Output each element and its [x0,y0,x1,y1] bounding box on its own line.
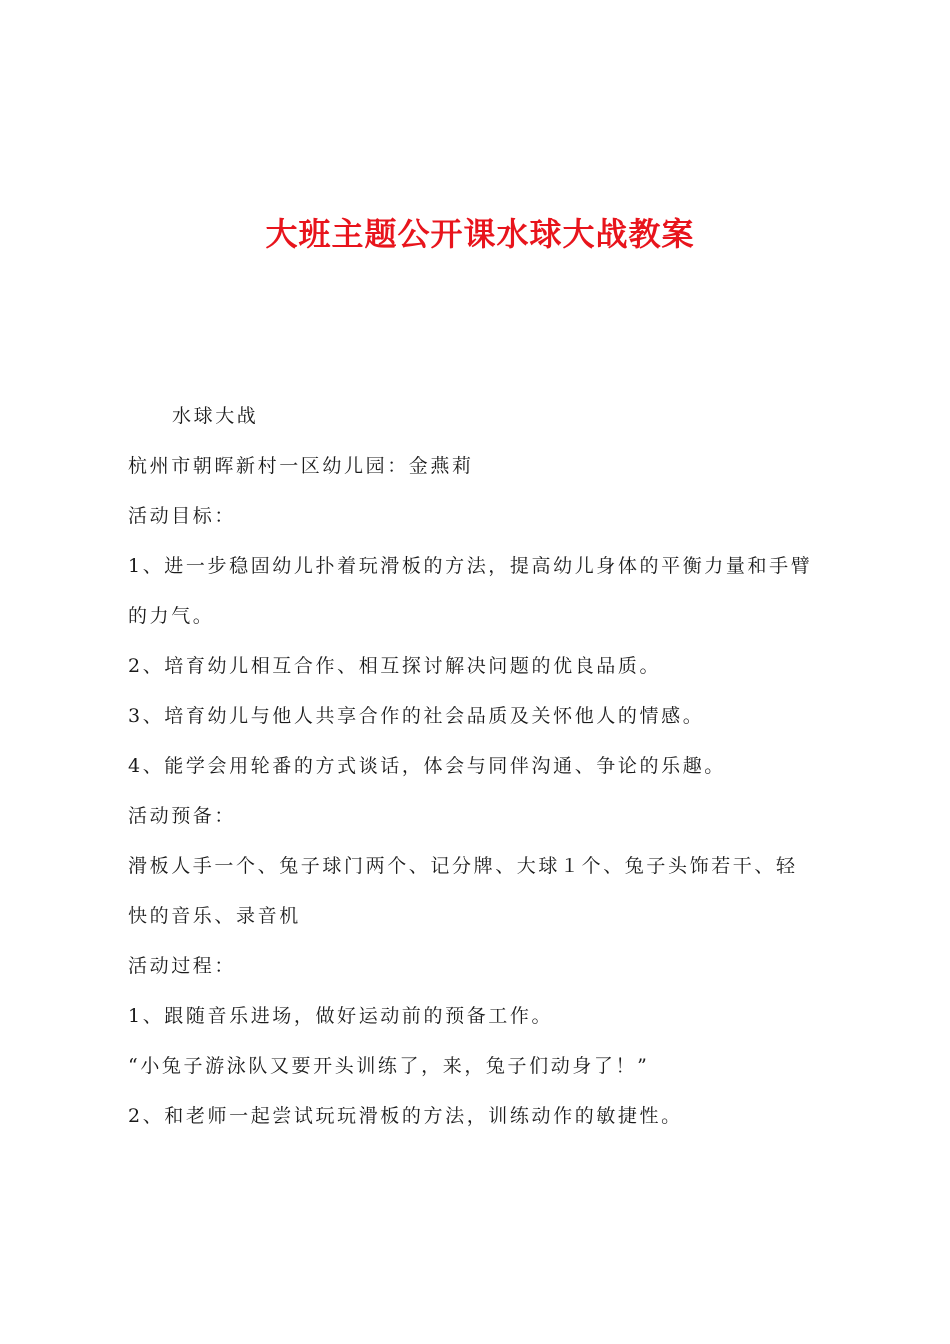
process-heading: 活动过程： [128,955,237,977]
goal-item-3: 3、培育幼儿与他人共享合作的社会品质及关怀他人的情感。 [128,705,705,727]
goal-item-2: 2、培育幼儿相互合作、相互探讨解决问题的优良品质。 [128,655,662,677]
section-heading: 水球大战 [172,405,259,427]
preparation-text-continued: 快的音乐、录音机 [128,905,301,927]
document-title: 大班主题公开课水球大战教案 [265,215,695,253]
goal-item-1: 1、进一步稳固幼儿扑着玩滑板的方法，提高幼儿身体的平衡力量和手臂 [128,555,813,577]
preparation-heading: 活动预备： [128,805,237,827]
process-step-1: 1、跟随音乐进场，做好运动前的预备工作。 [128,1005,554,1027]
goal-item-4: 4、能学会用轮番的方式谈话，体会与同伴沟通、争论的乐趣。 [128,755,726,777]
document-body [128,391,838,1141]
process-quote: “小兔子游泳队又要开头训练了，来，兔子们动身了！” [128,1055,650,1077]
author-line: 杭州市朝晖新村一区幼儿园：金燕莉 [128,455,474,477]
goals-heading: 活动目标： [128,505,237,527]
process-step-2: 2、和老师一起尝试玩玩滑板的方法，训练动作的敏捷性。 [128,1105,683,1127]
preparation-text: 滑板人手一个、兔子球门两个、记分牌、大球１个、兔子头饰若干、轻 [128,855,798,877]
goal-item-1-continued: 的力气。 [128,605,215,627]
